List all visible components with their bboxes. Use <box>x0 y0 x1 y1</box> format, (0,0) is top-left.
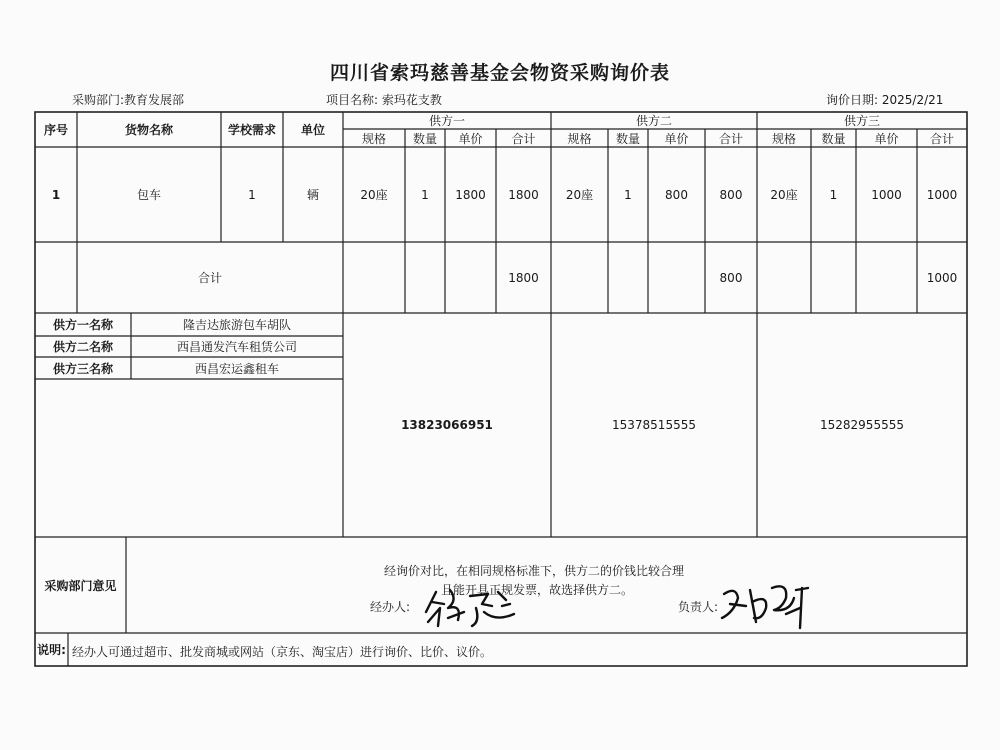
header-supplier3: 供方三 <box>843 114 880 128</box>
header-s1-spec: 规格 <box>361 131 386 146</box>
supplier2-phone: 15378515555 <box>612 418 696 432</box>
project-name: 项目名称: 索玛花支教 <box>326 93 442 107</box>
row1-s2-qty: 1 <box>624 187 632 202</box>
header-goods: 货物名称 <box>124 123 173 137</box>
row1-s2-spec: 20座 <box>565 188 594 202</box>
header-unit: 单位 <box>300 123 325 137</box>
row1-s1-spec: 20座 <box>360 188 388 202</box>
header-s3-spec: 规格 <box>771 131 796 146</box>
opinion-label: 采购部门意见 <box>44 578 117 593</box>
row1-s3-spec: 20座 <box>770 188 798 202</box>
sum-s1-total: 1800 <box>508 270 539 285</box>
header-supplier2: 供方二 <box>635 114 672 128</box>
inquiry-date: 询价日期: 2025/2/21 <box>826 93 944 107</box>
row1-s1-total: 1800 <box>508 187 539 202</box>
row1-s3-qty: 1 <box>829 187 838 202</box>
opinion-line2: 且能开具正规发票，故选择供方二。 <box>441 583 634 597</box>
header-s1-price: 单价 <box>458 131 483 146</box>
header-supplier1: 供方一 <box>428 114 465 128</box>
row1-s3-total: 1000 <box>926 187 958 202</box>
supplier2-name-label: 供方二名称 <box>52 340 113 354</box>
row1-s1-price: 1800 <box>455 187 486 202</box>
purchase-department: 采购部门:教育发展部 <box>72 93 185 107</box>
note-text: 经办人可通过超市、批发商城或网站（京东、淘宝店）进行询价、比价、议价。 <box>72 645 493 659</box>
header-s1-qty: 数量 <box>412 131 437 146</box>
supplier1-name-label: 供方一名称 <box>52 318 113 332</box>
supplier1-name: 隆吉达旅游包车胡队 <box>182 318 291 332</box>
header-s2-qty: 数量 <box>615 131 640 146</box>
note-label: 说明: <box>37 643 66 657</box>
form-title: 四川省索玛慈善基金会物资采购询价表 <box>329 62 670 84</box>
row1-seq: 1 <box>51 187 61 202</box>
header-s3-total: 合计 <box>929 131 954 146</box>
row1-unit: 辆 <box>306 188 319 202</box>
supplier2-name: 西昌通发汽车租赁公司 <box>176 340 297 354</box>
header-s1-total: 合计 <box>511 131 536 146</box>
sum-s2-total: 800 <box>719 270 743 285</box>
responsible-label: 负责人: <box>678 600 719 614</box>
sum-label: 合计 <box>197 271 222 285</box>
header-s3-price: 单价 <box>874 131 899 146</box>
header-demand: 学校需求 <box>227 123 276 137</box>
responsible-signature <box>716 578 816 634</box>
header-seq: 序号 <box>43 123 68 137</box>
header-s2-price: 单价 <box>664 131 689 146</box>
row1-demand: 1 <box>248 187 256 202</box>
handler-label: 经办人: <box>370 600 411 614</box>
supplier3-phone: 15282955555 <box>820 418 904 432</box>
header-s3-qty: 数量 <box>821 131 846 146</box>
header-s2-spec: 规格 <box>567 131 592 146</box>
supplier3-name-label: 供方三名称 <box>52 361 113 376</box>
handler-signature <box>418 582 528 630</box>
opinion-line1: 经询价对比，在相同规格标准下，供方二的价钱比较合理 <box>384 564 685 578</box>
row1-goods: 包车 <box>136 188 161 202</box>
supplier1-phone: 13823066951 <box>401 418 493 432</box>
row1-s3-price: 1000 <box>871 187 902 202</box>
row1-s2-price: 800 <box>665 187 688 202</box>
header-s2-total: 合计 <box>718 131 743 146</box>
row1-s1-qty: 1 <box>421 187 429 202</box>
row1-s2-total: 800 <box>719 187 743 202</box>
sum-s3-total: 1000 <box>926 270 958 285</box>
supplier3-name: 西昌宏运鑫租车 <box>194 361 279 376</box>
